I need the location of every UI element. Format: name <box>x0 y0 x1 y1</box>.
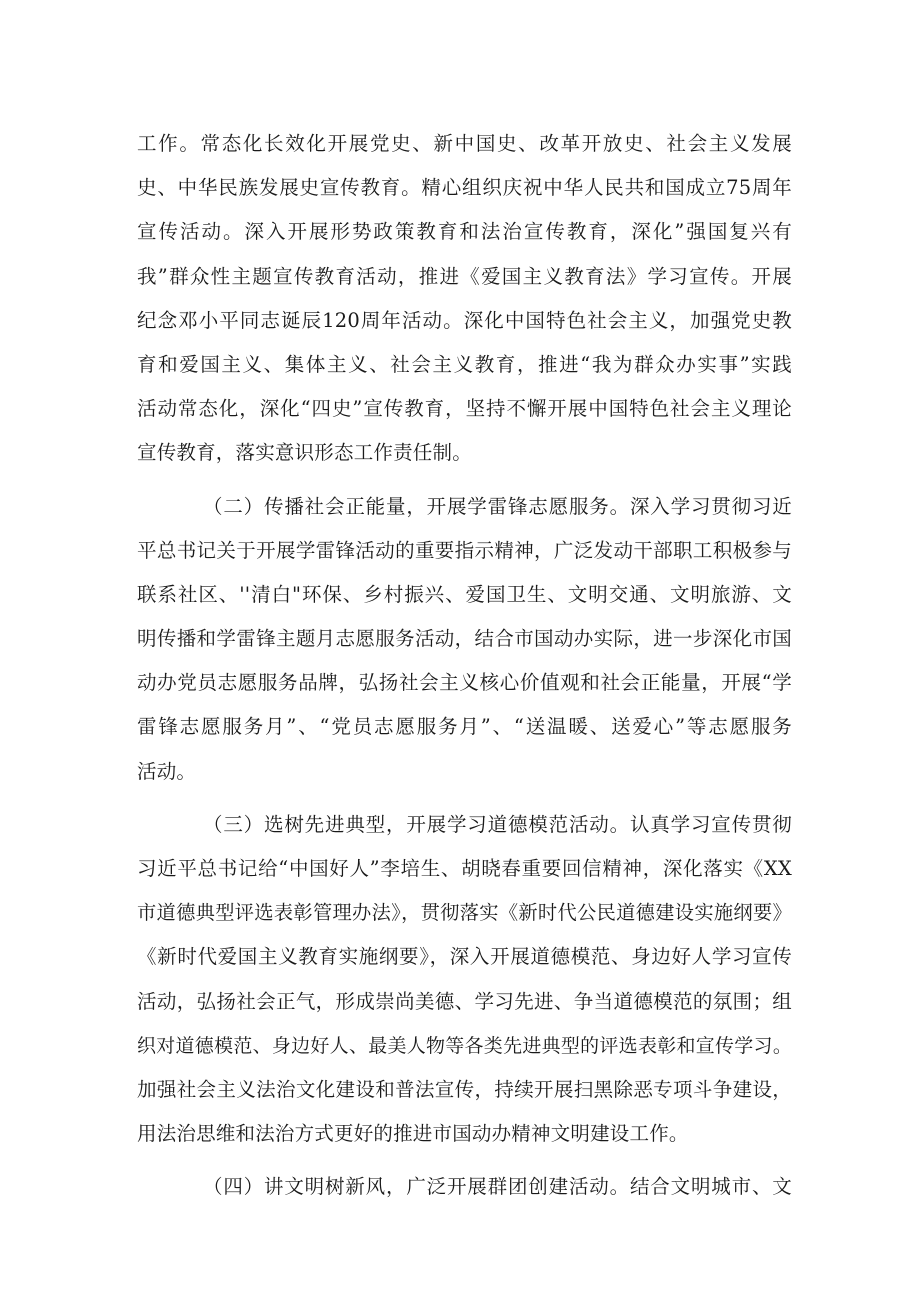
text-line: （二）传播社会正能量，开展学雷锋志愿服务。深入学习贯彻习近 <box>203 494 792 518</box>
text-line: 宣传活动。深入开展形势政策教育和法治宣传教育，深化”强国复兴有 <box>137 220 792 244</box>
text-line: 活动常态化，深化“四史”宣传教育，坚持不懈开展中国特色社会主义理论 <box>137 397 792 421</box>
document-body <box>137 122 792 1210</box>
text-line: 用法治思维和法治方式更好的推进市国动办精神文明建设工作。 <box>137 1122 689 1146</box>
text-line: 雷锋志愿服务月”、“党员志愿服务月”、“送温暖、送爱心”等志愿服务 <box>137 715 792 739</box>
text-line: 育和爱国主义、集体主义、社会主义教育，推进“我为群众办实事”实践 <box>137 352 792 376</box>
text-line: 明传播和学雷锋主题月志愿服务活动，结合市国动办实际，进一步深化市国 <box>137 627 792 651</box>
text-line: 《新时代爱国主义教育实施纲要》，深入开展道德模范、身边好人学习宣传 <box>137 945 792 969</box>
text-line: 织对道德模范、身边好人、最美人物等各类先进典型的评选表彰和宣传学习。 <box>137 1034 792 1057</box>
text-line: 加强社会主义法治文化建设和普法宣传，持续开展扫黑除恶专项斗争建设， <box>137 1077 792 1101</box>
paragraph-3 <box>137 803 792 1157</box>
text-line: 活动。 <box>137 759 197 783</box>
paragraph-1 <box>137 122 792 476</box>
paragraph-2 <box>137 485 792 794</box>
text-line: 习近平总书记给“中国好人”李培生、胡晓春重要回信精神，深化落实《XX <box>137 857 792 880</box>
text-line: 史、中华民族发展史宣传教育。精心组织庆祝中华人民共和国成立75周年 <box>137 176 792 200</box>
text-line: 宣传教育，落实意识形态工作责任制。 <box>137 441 472 465</box>
text-line: （三）选树先进典型，开展学习道德模范活动。认真学习宣传贯彻 <box>203 812 792 836</box>
paragraph-4 <box>137 1165 792 1209</box>
text-line: 活动，弘扬社会正气，形成崇尚美德、学习先进、争当道德模范的氛围；组 <box>137 989 792 1013</box>
text-line: 市道德典型评选表彰管理办法》，贯彻落实《新时代公民道德建设实施纲要》 <box>137 901 792 925</box>
text-line: 动办党员志愿服务品牌，弘扬社会主义核心价值观和社会正能量，开展“学 <box>137 671 792 695</box>
text-line: （四）讲文明树新风，广泛开展群团创建活动。结合文明城市、文 <box>203 1175 792 1199</box>
text-line: 联系社区、''清白"环保、乡村振兴、爱国卫生、文明交通、文明旅游、文 <box>137 582 792 606</box>
text-line: 纪念邓小平同志诞辰120周年活动。深化中国特色社会主义，加强党史教 <box>137 308 792 332</box>
text-line: 工作。常态化长效化开展党史、新中国史、改革开放史、社会主义发展 <box>137 132 792 155</box>
text-line: 平总书记关于开展学雷锋活动的重要指示精神，广泛发动干部职工积极参与 <box>137 538 792 562</box>
text-line: 我”群众性主题宣传教育活动，推进《爱国主义教育法》学习宣传。开展 <box>137 264 792 288</box>
